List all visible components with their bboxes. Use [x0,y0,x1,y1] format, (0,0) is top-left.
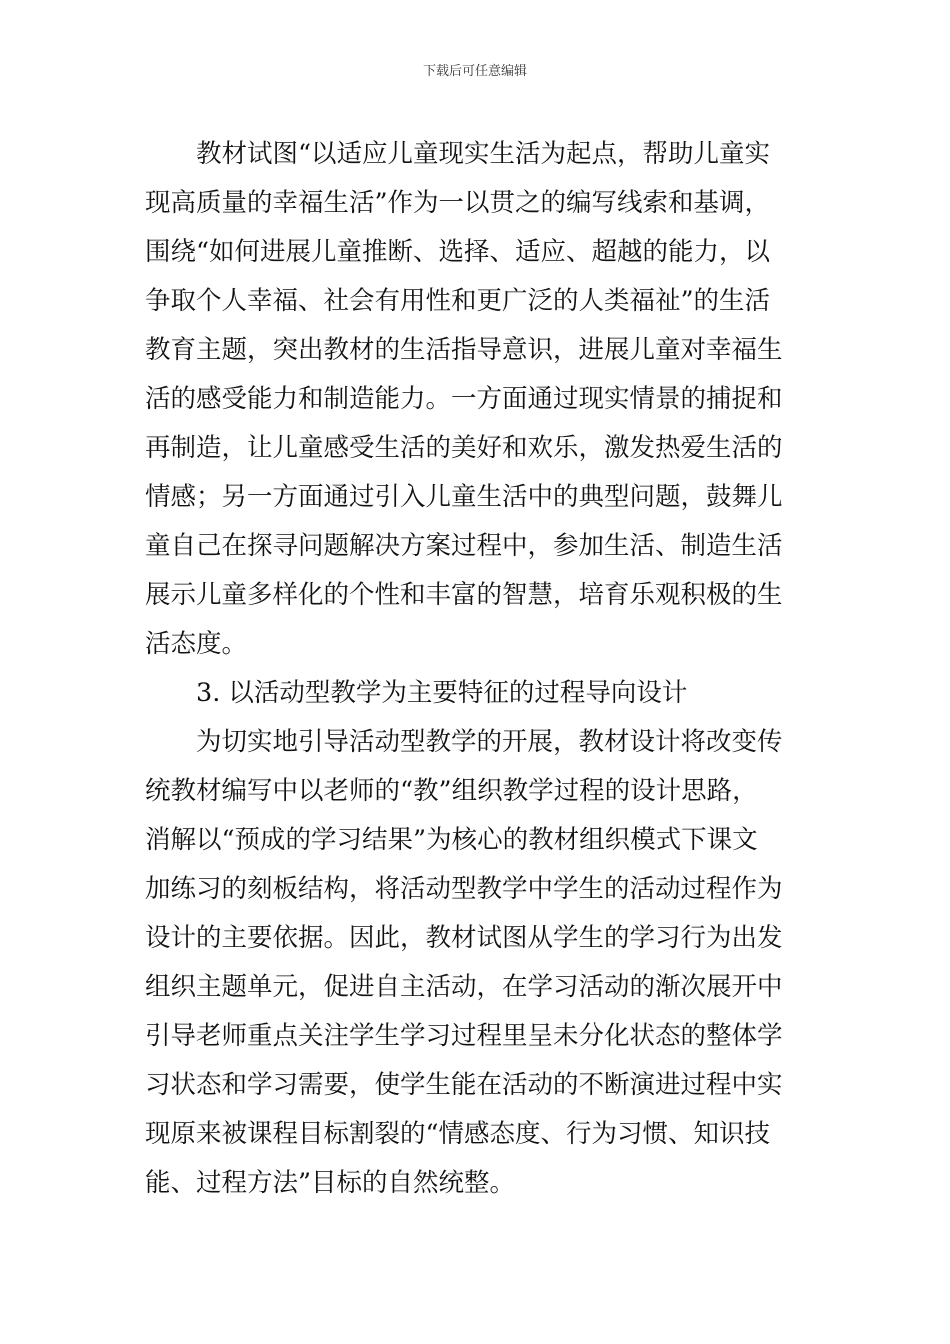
paragraph-1 [145,130,810,669]
text-line: 习状态和学习需要，使学生能在活动的不断演进过程中实 [145,1070,783,1100]
text-line: 统教材编写中以老师的“教”组织教学过程的设计思路， [145,776,758,806]
text-line: 童自己在探寻问题解决方案过程中，参加生活、制造生活 [145,531,783,561]
text-line: 活态度。 [145,629,248,659]
paragraph-2 [145,718,810,1208]
text-line: 设计的主要依据。因此，教材试图从学生的学习行为出发 [145,923,783,953]
text-line: 为切实地引导活动型教学的开展，教材设计将改变传 [196,727,783,757]
text-line: 现高质量的幸福生活”作为一以贯之的编写线索和基调， [145,188,771,218]
text-line: 消解以“预成的学习结果”为核心的教材组织模式下课文 [145,825,758,855]
text-line: 教材试图“以适应儿童现实生活为起点，帮助儿童实 [196,139,771,169]
text-line: 再制造，让儿童感受生活的美好和欢乐，激发热爱生活的 [145,433,783,463]
text-line: 能、过程方法”目标的自然统整。 [145,1168,516,1198]
page-header: 下载后可任意编辑 [422,64,527,79]
text-line: 引导老师重点关注学生学习过程里呈未分化状态的整体学 [145,1021,783,1051]
text-line: 展示儿童多样化的个性和丰富的智慧，培育乐观积极的生 [145,580,783,610]
text-line: 加练习的刻板结构，将活动型教学中学生的活动过程作为 [145,874,783,904]
text-line: 活的感受能力和制造能力。一方面通过现实情景的捕捉和 [145,384,783,414]
section-heading [145,669,810,718]
document-body [145,130,810,1208]
text-line: 围绕“如何进展儿童推断、选择、适应、超越的能力，以 [145,237,771,267]
text-line: 争取个人幸福、社会有用性和更广泛的人类福祉”的生活 [145,286,771,316]
heading-line: 3. 以活动型教学为主要特征的过程导向设计 [196,678,688,708]
text-line: 情感；另一方面通过引入儿童生活中的典型问题，鼓舞儿 [145,482,783,512]
text-line: 现原来被课程目标割裂的“情感态度、行为习惯、知识技 [145,1119,771,1149]
text-line: 组织主题单元，促进自主活动，在学习活动的渐次展开中 [145,972,783,1002]
text-line: 教育主题，突出教材的生活指导意识，进展儿童对幸福生 [145,335,783,365]
